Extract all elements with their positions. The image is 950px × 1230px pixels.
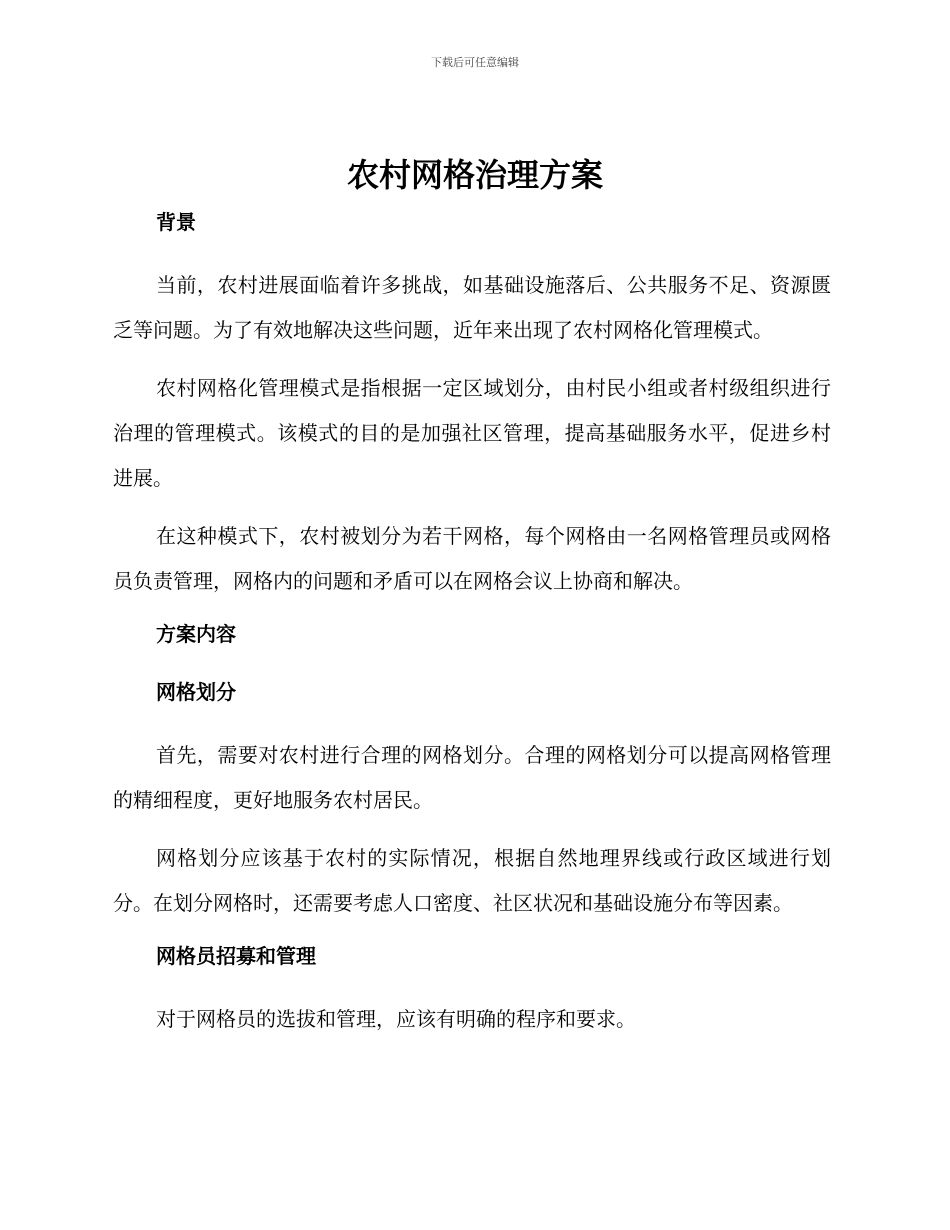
section-heading-plan-content: 方案内容	[156, 622, 236, 646]
paragraph: 对于网格员的选拔和管理，应该有明确的程序和要求。	[156, 1007, 636, 1031]
paragraph: 当前，农村进展面临着许多挑战，如基础设施落后、公共服务不足、资源匮乏等问题。为了有效地解决这些问题，近年来出现了农村网格化管理模式。	[113, 273, 831, 342]
section-heading-grid-division: 网格划分	[156, 680, 236, 704]
header-note: 下载后可任意编辑	[431, 56, 519, 69]
paragraph: 网格划分应该基于农村的实际情况，根据自然地理界线或行政区域进行划分。在划分网格时，还需要考虑人口密度、社区状况和基础设施分布等因素。	[113, 846, 831, 915]
paragraph: 在这种模式下，农村被划分为若干网格，每个网格由一名网格管理员或网格员负责管理，网格内的问题和矛盾可以在网格会议上协商和解决。	[113, 524, 831, 593]
document-body	[113, 205, 831, 1055]
section-heading-background: 背景	[156, 210, 196, 234]
paragraph: 农村网格化管理模式是指根据一定区域划分，由村民小组或者村级组织进行治理的管理模式。该模式的目的是加强社区管理，提高基础服务水平，促进乡村进展。	[113, 376, 831, 490]
section-heading-grid-staff: 网格员招募和管理	[156, 944, 316, 968]
document-title: 农村网格治理方案	[346, 156, 603, 194]
paragraph: 首先，需要对农村进行合理的网格划分。合理的网格划分可以提高网格管理的精细程度，更好地服务农村居民。	[113, 743, 831, 812]
